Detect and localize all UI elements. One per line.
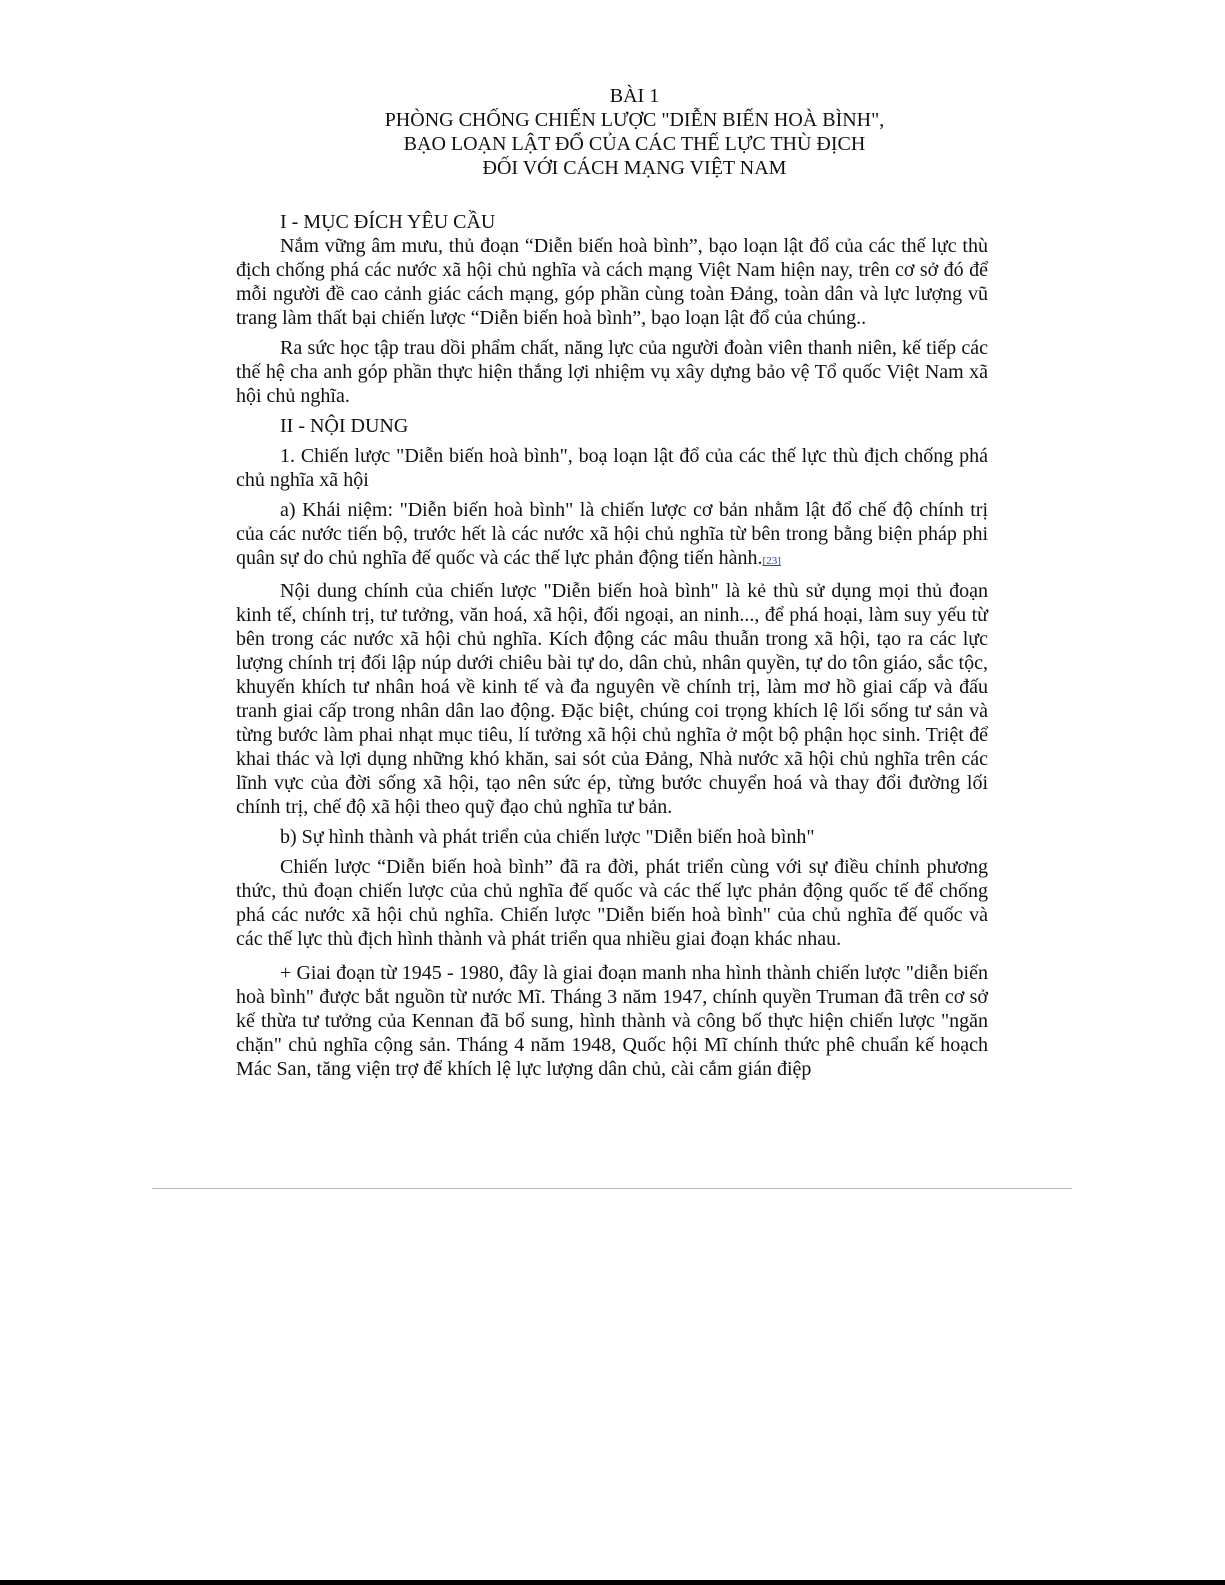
title-line-2: PHÒNG CHỐNG CHIẾN LƯỢC "DIỄN BIẾN HOÀ BÌNH", [384, 109, 885, 131]
section-1-paragraph-2: Ra sức học tập trau dồi phẩm chất, năng lực của người đoàn viên thanh niên, kế tiếp các thế hệ cha anh góp phần thực hiện thắng lợi nhiệm vụ xây dựng bảo vệ Tổ quốc Việt Nam xã hội chủ nghĩa. [236, 337, 988, 407]
section-1-paragraph-1: Nắm vững âm mưu, thủ đoạn “Diễn biến hoà bình”, bạo loạn lật đổ của các thế lực thù địch chống phá các nước xã hội chủ nghĩa và cách mạng Việt Nam hiện nay, trên cơ sở đó để mỗi người đề cao cảnh giác cách mạng, góp phần cùng toàn Đảng, toàn dân và lực lượng vũ trang làm thất bại chiến lược “Diễn biến hoà bình”, bạo loạn lật đổ của chúng.. [236, 235, 988, 329]
title-line-4: ĐỐI VỚI CÁCH MẠNG VIỆT NAM [482, 157, 787, 179]
document-page [236, 84, 988, 1081]
subsection-1a-text: a) Khái niệm: "Diễn biến hoà bình" là chiến lược cơ bản nhằm lật đổ chế độ chính trị của các nước tiến bộ, trước hết là các nước xã hội chủ nghĩa từ bên trong bằng biện pháp phi quân sự do chủ nghĩa đế quốc và các thế lực phản động tiến hành. [236, 499, 988, 569]
title-lesson-number: BÀI 1 [609, 85, 660, 107]
formation-paragraph: Chiến lược “Diễn biến hoà bình” đã ra đời, phát triển cùng với sự điều chỉnh phương thức, thủ đoạn chiến lược của chủ nghĩa đế quốc và các thế lực phản động quốc tế để chống phá các nước xã hội chủ nghĩa. Chiến lược "Diễn biến hoà bình" của chủ nghĩa đế quốc và các thế lực thù địch hình thành và phát triển qua nhiều giai đoạn khác nhau. [236, 856, 988, 950]
page-divider [152, 1188, 1072, 1189]
section-2-heading: II - NỘI DUNG [280, 415, 409, 437]
subsection-1-heading: 1. Chiến lược "Diễn biến hoà bình", boạ loạn lật đổ của các thế lực thù địch chống phá chủ nghĩa xã hội [236, 445, 988, 491]
period-paragraph: + Giai đoạn từ 1945 - 1980, đây là giai đoạn manh nha hình thành chiến lược "diễn biến hoà bình" được bắt nguồn từ nước Mĩ. Tháng 3 năm 1947, chính quyền Truman đã trên cơ sở kế thừa tư tưởng của Kennan đã bổ sung, hình thành và công bố thực hiện chiến lược "ngăn chặn" chủ nghĩa cộng sản. Tháng 4 năm 1948, Quốc hội Mĩ chính thức phê chuẩn kế hoạch Mác San, tăng viện trợ để khích lệ lực lượng dân chủ, cài cắm gián điệp [236, 962, 988, 1080]
document-title [281, 84, 988, 180]
bottom-edge-bar [0, 1580, 1225, 1585]
title-line-3: BẠO LOẠN LẬT ĐỔ CỦA CÁC THẾ LỰC THÙ ĐỊCH [403, 133, 866, 155]
subsection-1b-heading: b) Sự hình thành và phát triển của chiến lược "Diễn biến hoà bình" [280, 826, 815, 848]
footnote-link[interactable]: [23] [762, 555, 781, 567]
subsection-1a-paragraph [236, 498, 988, 573]
content-paragraph: Nội dung chính của chiến lược "Diễn biến hoà bình" là kẻ thù sử dụng mọi thủ đoạn kinh tế, chính trị, tư tưởng, văn hoá, xã hội, đối ngoại, an ninh..., để phá hoại, làm suy yếu từ bên trong các nước xã hội chủ nghĩa. Kích động các mâu thuẫn trong xã hội, tạo ra các lực lượng chính trị đối lập núp dưới chiêu bài tự do, dân chủ, nhân quyền, tự do tôn giáo, sắc tộc, khuyến khích tư nhân hoá về kinh tế và đa nguyên về chính trị, làm mơ hồ giai cấp và đấu tranh giai cấp trong nhân dân lao động. Đặc biệt, chúng coi trọng khích lệ lối sống tư sản và từng bước làm phai nhạt mục tiêu, lí tưởng xã hội chủ nghĩa ở một bộ phận học sinh. Triệt để khai thác và lợi dụng những khó khăn, sai sót của Đảng, Nhà nước xã hội chủ nghĩa trên các lĩnh vực của đời sống xã hội, tạo nên sức ép, từng bước chuyển hoá và thay đổi đường lối chính trị, chế độ xã hội theo quỹ đạo chủ nghĩa tư bản. [236, 580, 988, 818]
section-1-heading: I - MỤC ĐÍCH YÊU CẦU [280, 211, 496, 233]
